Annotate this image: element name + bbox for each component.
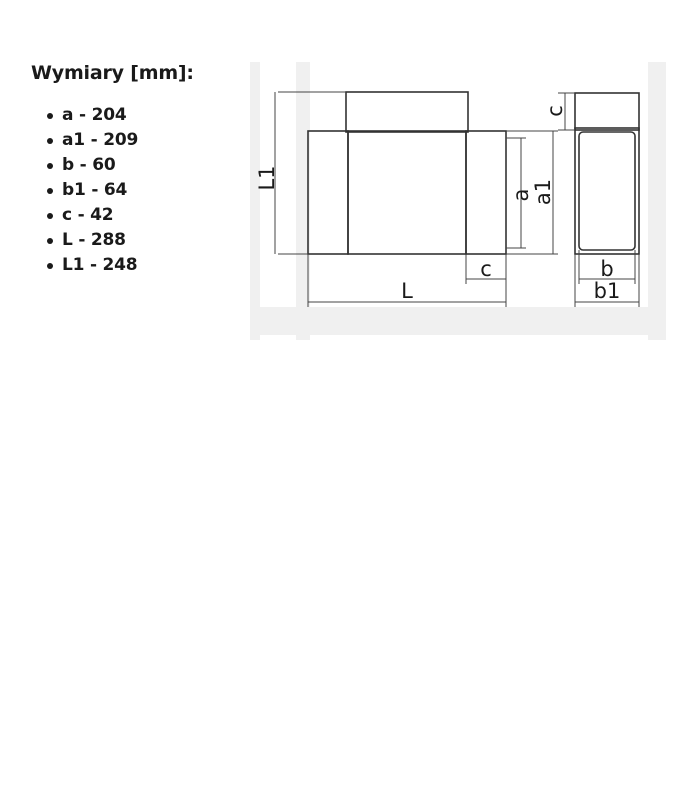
dimensions-title: Wymiary [mm]: (31, 62, 194, 84)
dimension-a: a - 204 (62, 103, 241, 128)
tee-fitting-drawing (238, 52, 668, 342)
c-side-label: c (543, 105, 567, 117)
side-view-inner-shape (579, 132, 635, 250)
l-label: L (401, 279, 413, 303)
l1-label: L1 (255, 165, 279, 191)
top-branch-shape (346, 92, 468, 132)
right-collar-shape (466, 131, 506, 254)
watermark-stripe (250, 62, 260, 340)
a1-label: a1 (531, 178, 555, 206)
dimension-a1: a1 - 209 (62, 128, 241, 153)
fitting-outline (308, 92, 639, 254)
dimension-b: b - 60 (62, 153, 241, 178)
dimension-L1: L1 - 248 (62, 253, 241, 278)
watermark-band (250, 307, 660, 335)
dimension-b1: b1 - 64 (62, 178, 241, 203)
watermark-stripe (648, 62, 666, 340)
a-label: a (509, 188, 533, 202)
technical-drawing (238, 52, 668, 342)
dimensions-list (31, 103, 241, 278)
side-view-body-shape (575, 128, 639, 254)
b-label: b (600, 257, 614, 281)
body-shape (348, 131, 466, 254)
b1-label: b1 (593, 279, 621, 303)
c-end-label: c (480, 257, 492, 281)
side-view-top-shape (575, 93, 639, 130)
dimension-L: L - 288 (62, 228, 241, 253)
dimensions-panel (31, 62, 241, 278)
left-collar-shape (308, 131, 348, 254)
dimension-lines (275, 92, 639, 307)
dimension-c: c - 42 (62, 203, 241, 228)
